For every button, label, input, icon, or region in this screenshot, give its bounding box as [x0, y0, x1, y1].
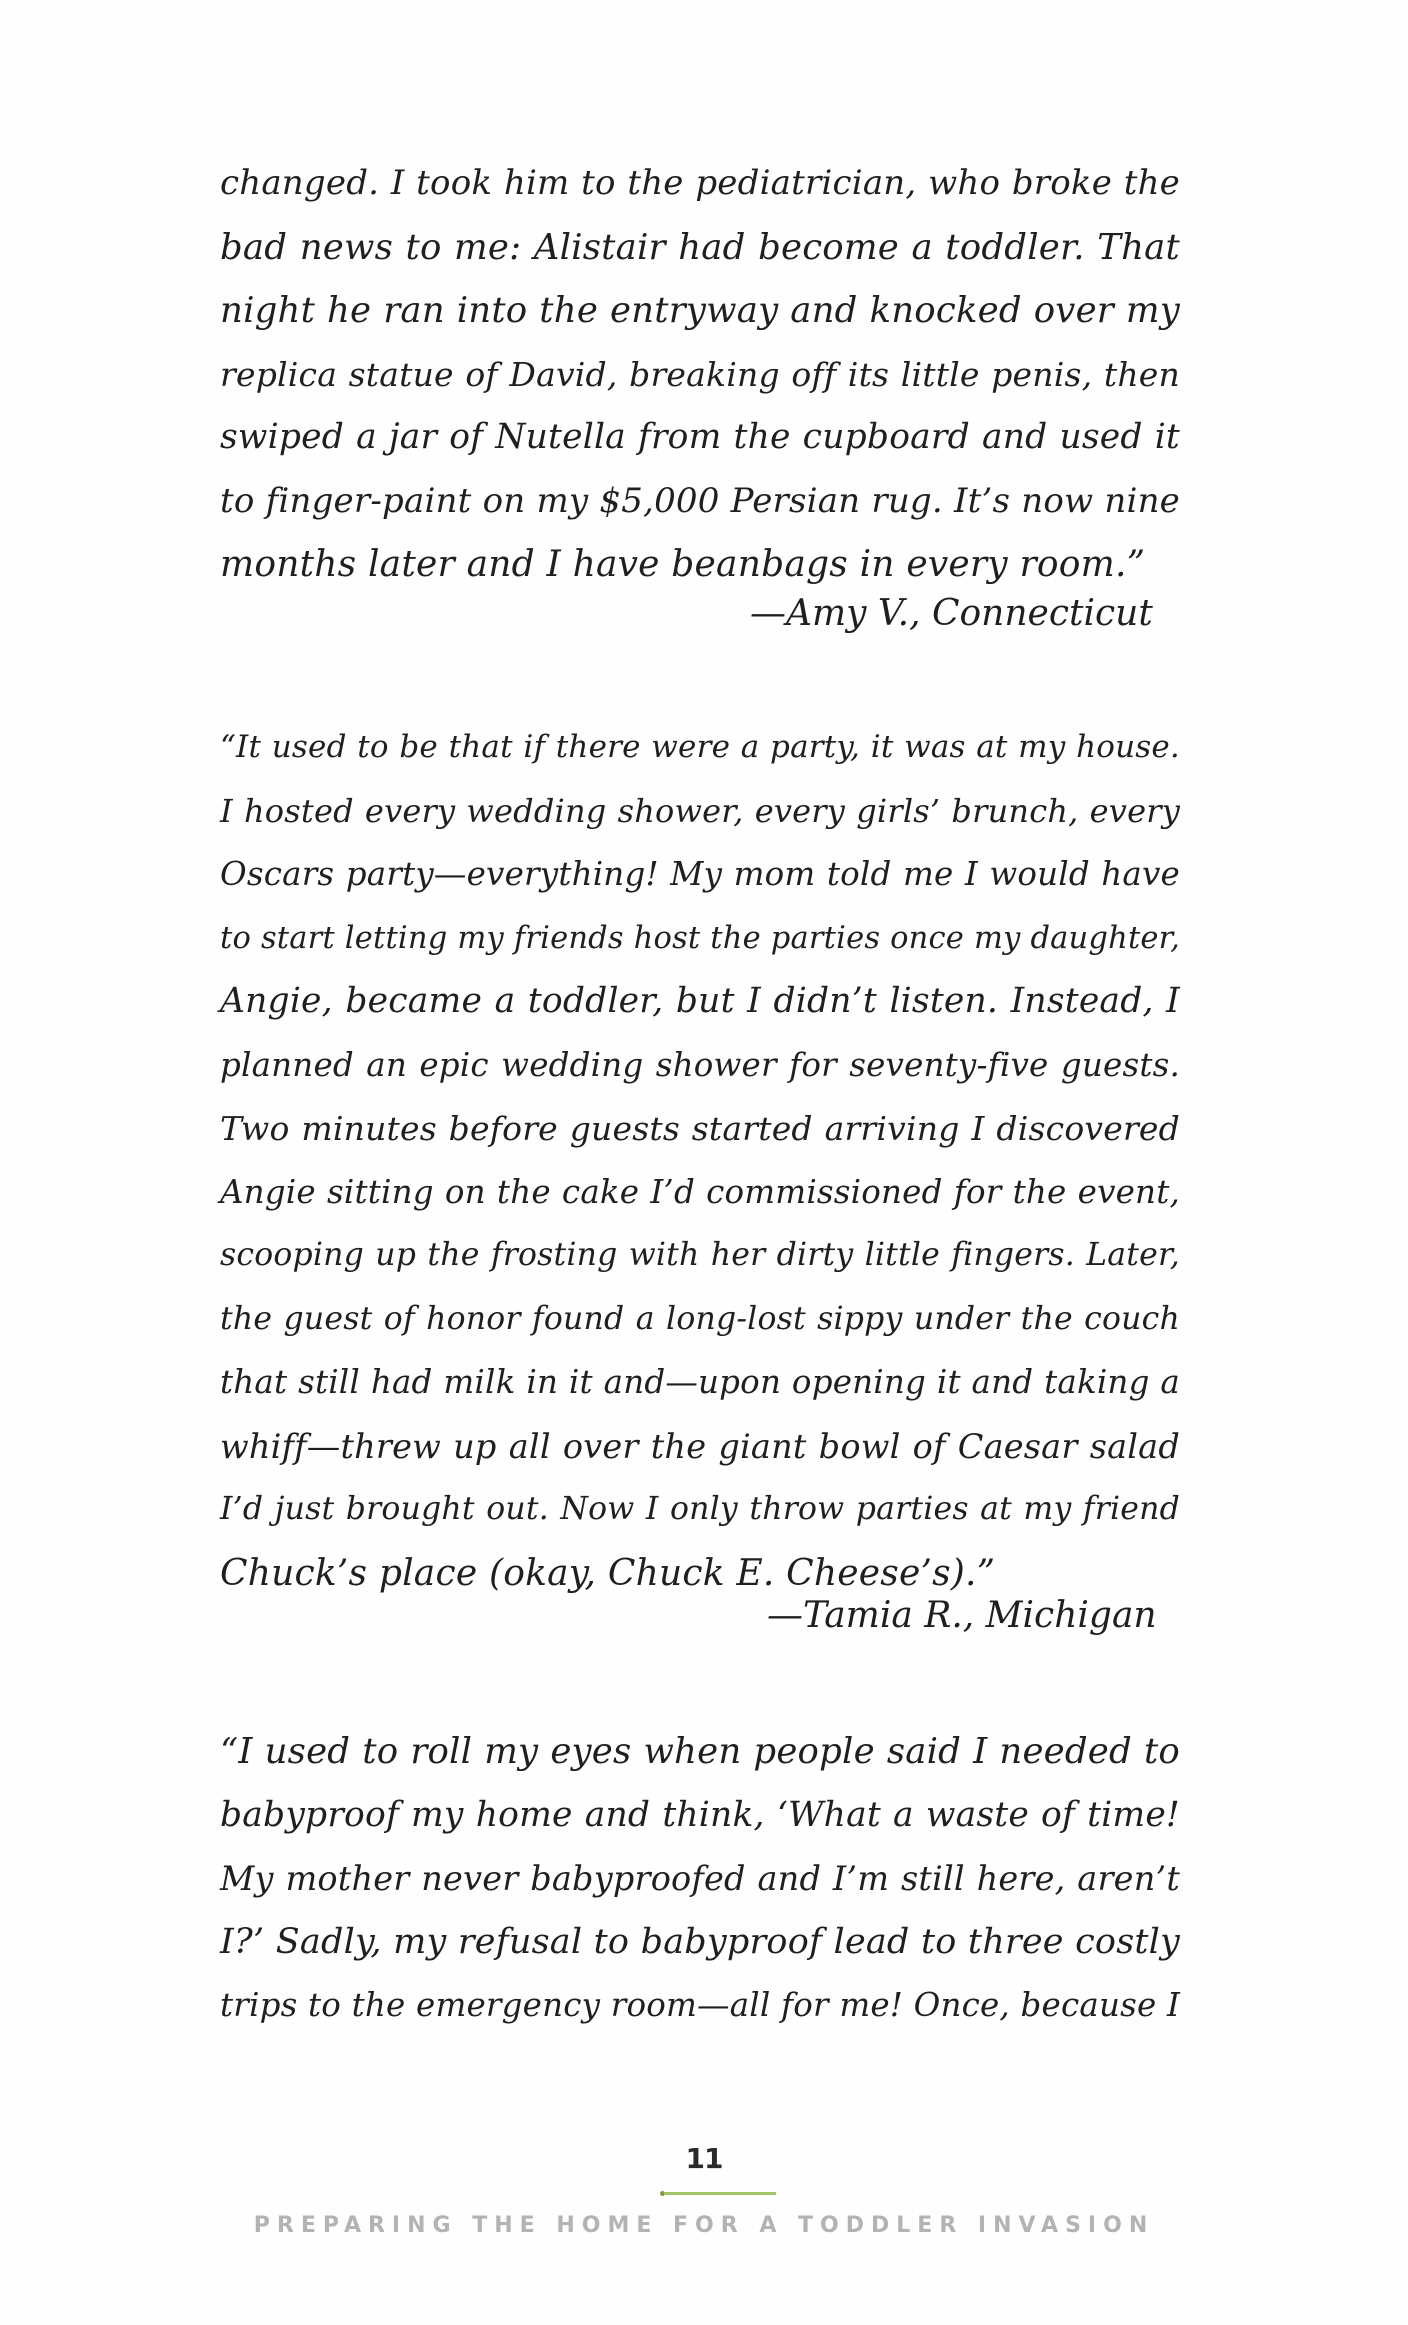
quote-line: the guest of honor found a long-lost sippy under the couch	[220, 1300, 1180, 1337]
footer-rule	[664, 2192, 776, 2195]
quote-line: night he ran into the entryway and knocked over my	[220, 290, 1180, 331]
quote-line: bad news to me: Alistair had become a toddler. That	[220, 226, 1180, 268]
quote-line: months later and I have beanbags in every room.”	[220, 544, 1146, 585]
running-head: PREPARING THE HOME FOR A TODDLER INVASION	[253, 2213, 1155, 2238]
quote-line: to start letting my friends host the parties once my daughter,	[220, 920, 1180, 956]
quote-line: planned an epic wedding shower for seventy-five guests.	[220, 1045, 1180, 1084]
quote-line: I’d just brought out. Now I only throw parties at my friend	[220, 1491, 1180, 1527]
quote-line: replica statue of David, breaking off its little penis, then	[220, 354, 1180, 394]
quote-line: that still had milk in it and—upon opening it and taking a	[220, 1363, 1180, 1401]
quote-line: “I used to roll my eyes when people said I needed to	[220, 1731, 1180, 1772]
quote-line: Two minutes before guests started arriving I discovered	[220, 1109, 1180, 1148]
quote-line: Chuck’s place (okay, Chuck E. Cheese’s).”	[220, 1552, 996, 1594]
quote-line: My mother never babyproofed and I’m still here, aren’t	[220, 1859, 1180, 1898]
quote-tamia	[220, 716, 1180, 1605]
quote-line: Angie, became a toddler, but I didn’t listen. Instead, I	[220, 981, 1180, 1021]
quote-line: whiff—threw up all over the giant bowl of Caesar salad	[220, 1426, 1180, 1466]
quote-line: babyproof my home and think, ‘What a waste of time!	[220, 1794, 1180, 1835]
quote-line: to finger-paint on my $5,000 Persian rug. It’s now nine	[220, 480, 1180, 521]
quote-line: I hosted every wedding shower, every girls’ brunch, every	[220, 791, 1180, 830]
quote-line: Oscars party—everything! My mom told me I would have	[220, 855, 1180, 893]
quote-amy	[220, 152, 1180, 597]
quote-line: changed. I took him to the pediatrician, who broke the	[220, 163, 1180, 203]
quote-line: swiped a jar of Nutella from the cupboard and used it	[220, 417, 1180, 457]
quote-line: “It used to be that if there were a party, it was at my house.	[220, 729, 1180, 765]
attribution-amy: —Amy V., Connecticut	[750, 593, 1153, 634]
quote-line: scooping up the frosting with her dirty little fingers. Later,	[220, 1237, 1180, 1273]
quote-line: trips to the emergency room—all for me! Once, because I	[220, 1986, 1180, 2024]
page-number: 11	[685, 2142, 723, 2175]
quote-line: Angie sitting on the cake I’d commissioned for the event,	[220, 1172, 1180, 1211]
quote-line: I?’ Sadly, my refusal to babyproof lead to three costly	[220, 1921, 1180, 1962]
attribution-tamia: —Tamia R., Michigan	[767, 1595, 1157, 1636]
quote-babyproof	[220, 1720, 1180, 2038]
